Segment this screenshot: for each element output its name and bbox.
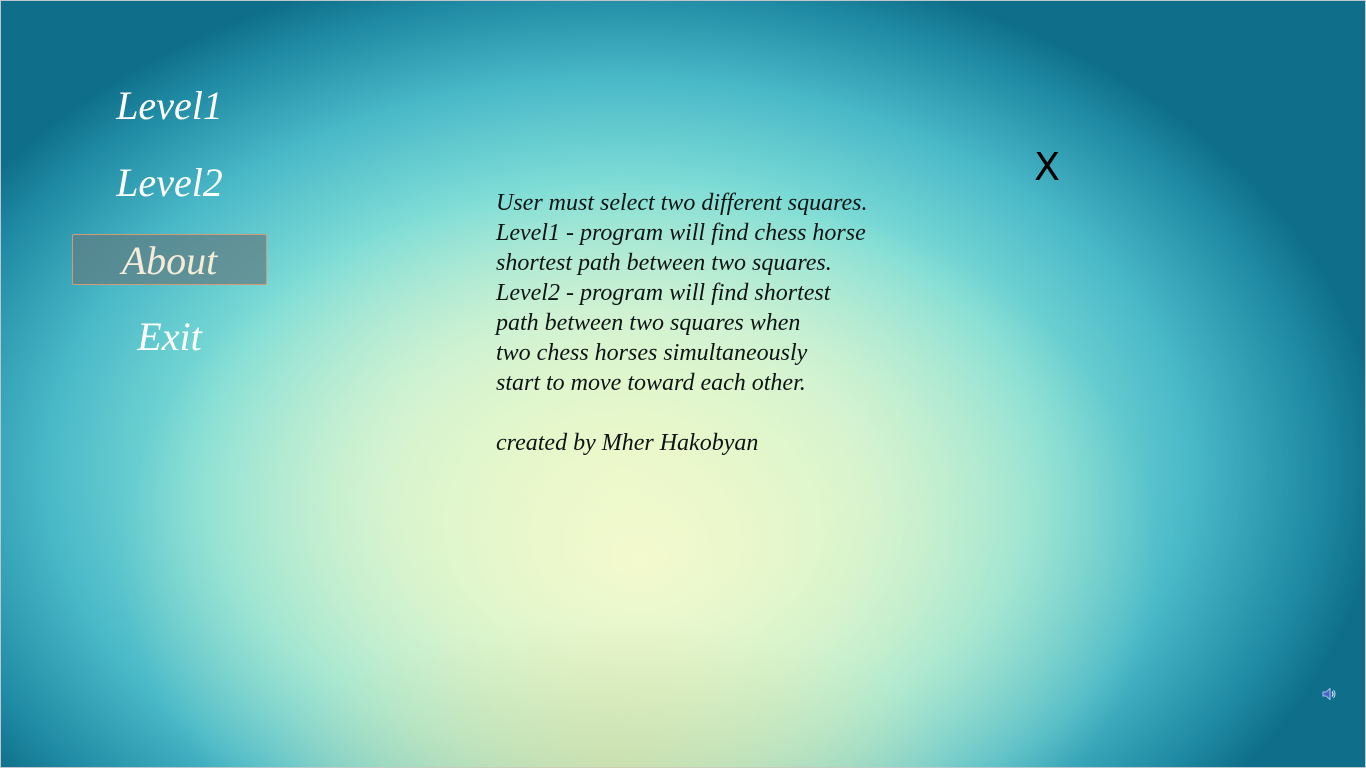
speaker-icon[interactable] [1321, 686, 1337, 702]
menu-item-level1[interactable]: Level1 [116, 83, 223, 128]
about-line: User must select two different squares. [496, 190, 868, 216]
about-credit: created by Mher Hakobyan [496, 430, 759, 456]
spacer [496, 398, 956, 428]
about-line: shortest path between two squares. [496, 250, 832, 276]
menu-item-exit[interactable]: Exit [137, 314, 202, 359]
close-about-button[interactable]: X [1034, 145, 1061, 189]
about-panel [496, 188, 956, 458]
about-line: two chess horses simultaneously [496, 340, 808, 366]
about-line: path between two squares when [496, 310, 801, 336]
main-menu [72, 80, 267, 388]
menu-item-about[interactable]: About [72, 234, 267, 285]
menu-item-level2[interactable]: Level2 [116, 160, 223, 205]
about-line: Level2 - program will find shortest [496, 280, 831, 306]
about-line: Level1 - program will find chess horse [496, 220, 866, 246]
about-line: start to move toward each other. [496, 370, 806, 396]
